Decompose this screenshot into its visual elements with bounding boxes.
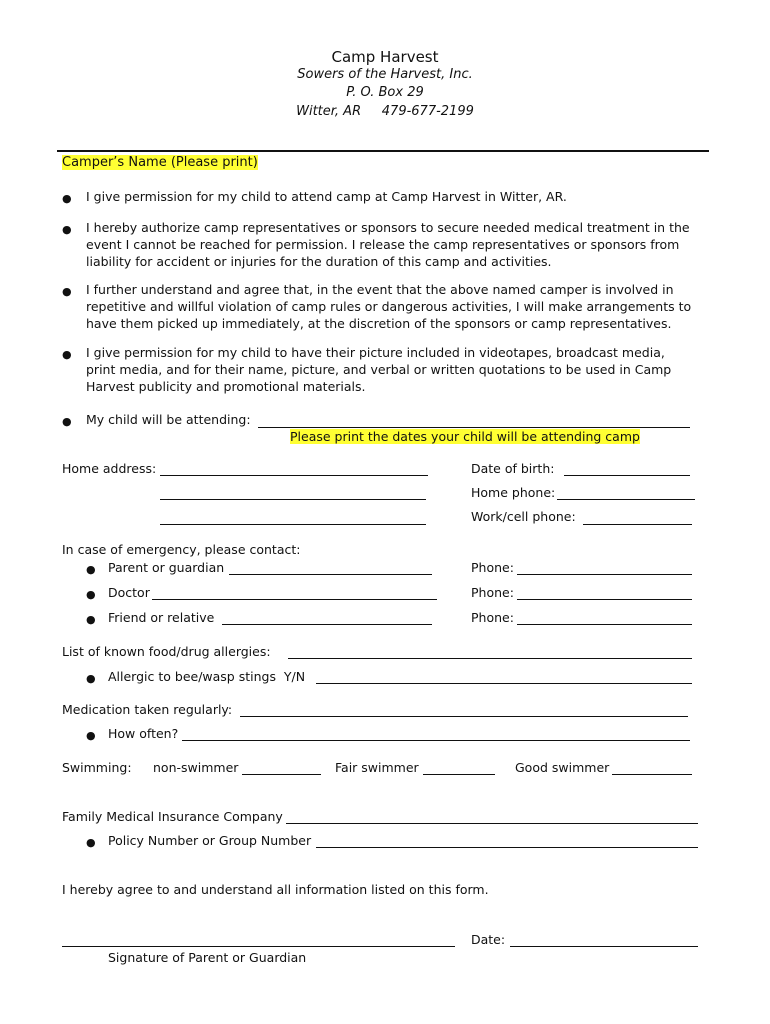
fair-swimmer-field[interactable] [423, 774, 495, 775]
work-cell-phone-field[interactable] [583, 524, 692, 525]
attending-dates-field[interactable] [258, 427, 690, 428]
home-address-field-3[interactable] [160, 524, 426, 525]
policy-number-label: Policy Number or Group Number [108, 833, 312, 848]
allergies-label: List of known food/drug allergies: [62, 644, 271, 659]
parent-guardian-label: Parent or guardian [108, 560, 225, 575]
signature-date-field[interactable] [510, 946, 698, 947]
doctor-field[interactable] [152, 599, 437, 600]
org-name: Sowers of the Harvest, Inc. [297, 67, 473, 82]
header-rule [57, 150, 709, 152]
date-of-birth-field[interactable] [564, 475, 690, 476]
friend-phone-field[interactable] [517, 624, 692, 625]
org-city-phone: Witter, AR 479-677-2199 [296, 104, 474, 119]
signature-label: Signature of Parent or Guardian [108, 950, 307, 965]
bullet-icon: ● [86, 729, 96, 742]
camper-name-label: Camper’s Name (Please print) [62, 155, 258, 170]
good-swimmer-field[interactable] [612, 774, 692, 775]
home-address-label: Home address: [62, 461, 157, 476]
bullet-icon: ● [86, 613, 96, 626]
agreement-text: I hereby agree to and understand all information listed on this form. [62, 882, 489, 897]
home-phone-label: Home phone: [471, 485, 556, 500]
how-often-label: How often? [108, 726, 179, 741]
insurance-company-label: Family Medical Insurance Company [62, 809, 283, 824]
parent-guardian-field[interactable] [229, 574, 432, 575]
attending-label: My child will be attending: [86, 412, 251, 427]
good-swimmer-label: Good swimmer [515, 760, 610, 775]
fair-swimmer-label: Fair swimmer [335, 760, 419, 775]
bullet-icon: ● [62, 192, 72, 205]
bullet-icon: ● [62, 415, 72, 428]
statement-media: I give permission for my child to have their picture included in videotapes, broadcast media, print media, and for their name, picture, and verbal or written quotations to be used in Camp Harvest publicity and promotional materials. [86, 345, 672, 394]
date-of-birth-label: Date of birth: [471, 461, 555, 476]
bee-sting-label: Allergic to bee/wasp stings Y/N [108, 669, 306, 684]
bullet-icon: ● [86, 563, 96, 576]
swimming-label: Swimming: [62, 760, 132, 775]
statement-permission: I give permission for my child to attend camp at Camp Harvest in Witter, AR. [86, 189, 567, 204]
doctor-phone-field[interactable] [517, 599, 692, 600]
statement-rules: I further understand and agree that, in the event that the above named camper is involved in repetitive and willful violation of camp rules or dangerous activities, I will make arrangements to have them picked up immediately, at the discretion of the sponsors or camp representatives. [86, 282, 692, 331]
bullet-icon: ● [86, 588, 96, 601]
doctor-label: Doctor [108, 585, 150, 600]
form-title: Camp Harvest [331, 48, 439, 66]
insurance-company-field[interactable] [286, 823, 698, 824]
allergies-field[interactable] [288, 658, 692, 659]
bullet-icon: ● [62, 223, 72, 236]
friend-phone-label: Phone: [471, 610, 514, 625]
medication-label: Medication taken regularly: [62, 702, 233, 717]
home-address-field-1[interactable] [160, 475, 428, 476]
bee-sting-field[interactable] [316, 683, 692, 684]
non-swimmer-field[interactable] [242, 774, 321, 775]
attending-note: Please print the dates your child will be attending camp [290, 429, 640, 444]
parent-phone-field[interactable] [517, 574, 692, 575]
org-address: P. O. Box 29 [346, 85, 424, 100]
bullet-icon: ● [86, 836, 96, 849]
home-phone-field[interactable] [557, 499, 695, 500]
how-often-field[interactable] [182, 740, 690, 741]
bullet-icon: ● [62, 285, 72, 298]
parent-phone-label: Phone: [471, 560, 514, 575]
bullet-icon: ● [62, 348, 72, 361]
doctor-phone-label: Phone: [471, 585, 514, 600]
signature-field[interactable] [62, 946, 455, 947]
policy-number-field[interactable] [316, 847, 698, 848]
statement-medical: I hereby authorize camp representatives or sponsors to secure needed medical treatment in the event I cannot be reached for permission. I release the camp representatives or sponsors from liability for accident or injuries for the duration of this camp and activities. [86, 220, 690, 269]
date-label: Date: [471, 932, 506, 947]
work-cell-phone-label: Work/cell phone: [471, 509, 576, 524]
non-swimmer-label: non-swimmer [153, 760, 239, 775]
bullet-icon: ● [86, 672, 96, 685]
home-address-field-2[interactable] [160, 499, 426, 500]
emergency-heading: In case of emergency, please contact: [62, 542, 301, 557]
friend-relative-label: Friend or relative [108, 610, 215, 625]
medication-field[interactable] [240, 716, 688, 717]
camper-name-field[interactable] [62, 154, 258, 170]
friend-relative-field[interactable] [222, 624, 432, 625]
